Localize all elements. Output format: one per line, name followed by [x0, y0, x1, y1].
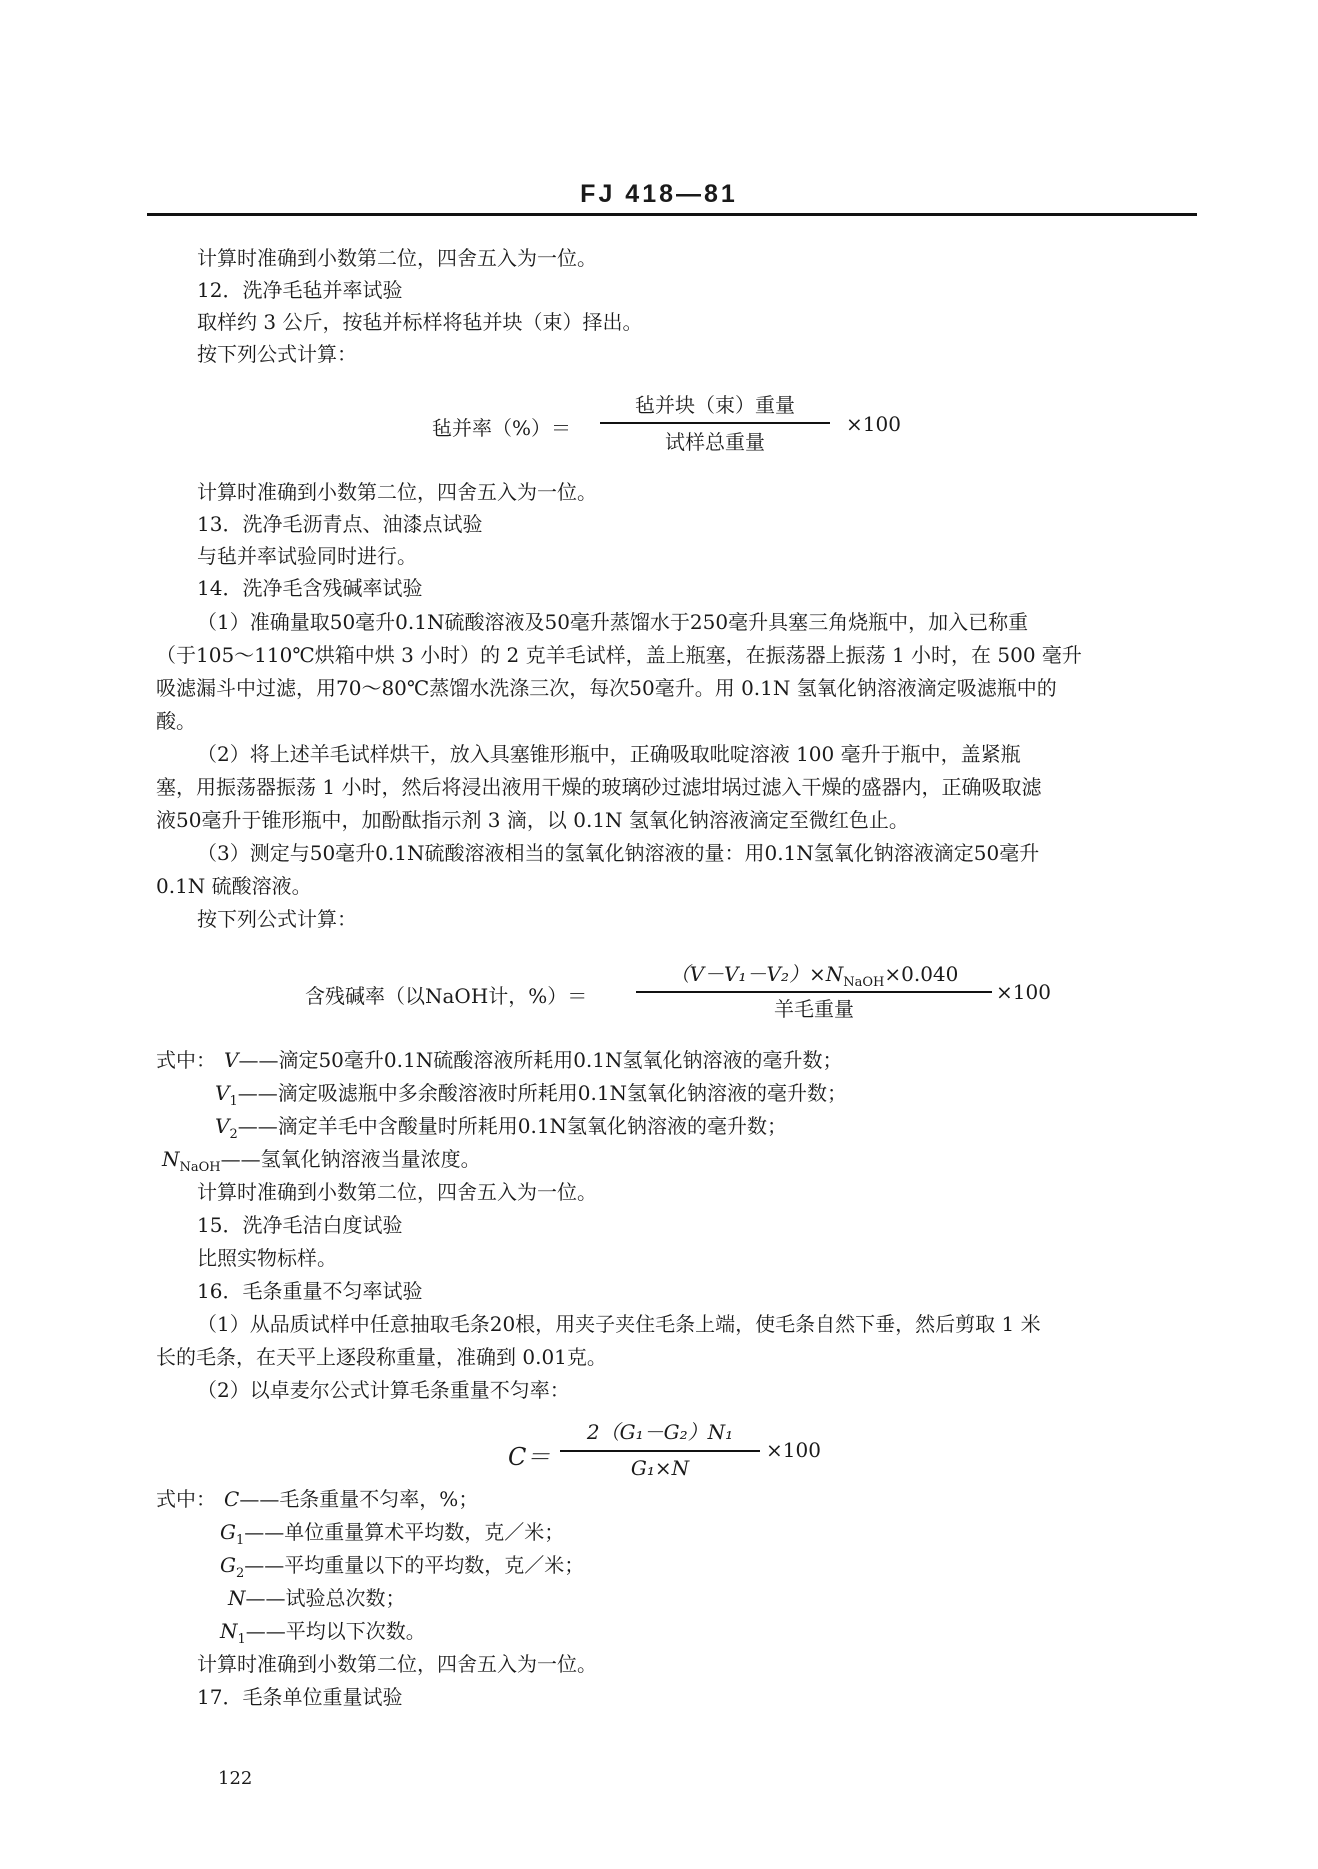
definition-text: ——毛条重量不匀率，%； — [239, 1487, 479, 1511]
symbol-subscript: 1 — [229, 1094, 238, 1109]
definition-text: ——滴定50毫升0.1N硫酸溶液所耗用0.1N氢氧化钠溶液的毫升数； — [238, 1048, 843, 1072]
definition-text: ——试验总次数； — [245, 1586, 406, 1610]
text-line: 计算时准确到小数第二位，四舍五入为一位。 — [197, 246, 597, 270]
text-line: 按下列公式计算： — [197, 342, 357, 366]
symbol-subscript: NaOH — [179, 1160, 221, 1175]
numerator-main: （V－V₁－V₂）×N — [669, 962, 844, 986]
symbol: C — [224, 1487, 240, 1511]
symbol: G — [220, 1520, 236, 1544]
symbol: V — [215, 1081, 230, 1105]
text-line: 吸滤漏斗中过滤，用70～80℃蒸馏水洗涤三次，每次50毫升。用 0.1N 氢氧化钠溶液滴定吸滤瓶中的 — [156, 676, 1057, 700]
definition-text: ——氢氧化钠溶液当量浓度。 — [220, 1147, 481, 1171]
section-heading-12: 12．洗净毛毡并率试验 — [197, 278, 403, 302]
text-line: （3）测定与50毫升0.1N硫酸溶液相当的氢氧化钠溶液的量：用0.1N氢氧化钠溶液滴定50毫升 — [197, 841, 1040, 865]
text-line: 塞，用振荡器振荡 1 小时，然后将浸出液用干燥的玻璃砂过滤坩埚过滤入干燥的盛器内，正确吸取滤 — [156, 775, 1042, 799]
symbol: V — [215, 1114, 230, 1138]
text-line: 计算时准确到小数第二位，四舍五入为一位。 — [197, 1652, 597, 1676]
text-line: 长的毛条，在天平上逐段称重量，准确到 0.01克。 — [156, 1345, 607, 1369]
definition-text: ——滴定吸滤瓶中多余酸溶液时所耗用0.1N氢氧化钠溶液的毫升数； — [237, 1081, 848, 1105]
definition-item — [228, 1584, 406, 1612]
definition-text: ——滴定羊毛中含酸量时所耗用0.1N氢氧化钠溶液的毫升数； — [237, 1114, 788, 1138]
text-line: 比照实物标样。 — [197, 1246, 337, 1270]
formula-factor: ×100 — [996, 980, 1051, 1004]
section-heading-13: 13．洗净毛沥青点、油漆点试验 — [197, 512, 483, 536]
symbol-subscript: 2 — [229, 1127, 238, 1142]
definition-item — [215, 1079, 847, 1116]
text-line: （1）准确量取50毫升0.1N硫酸溶液及50毫升蒸馏水于250毫升具塞三角烧瓶中，加入已称重 — [197, 610, 1029, 634]
definition-item — [224, 1485, 478, 1513]
symbol-subscript: 1 — [235, 1533, 245, 1548]
text-line: 0.1N 硫酸溶液。 — [156, 874, 312, 898]
symbol: N — [228, 1586, 246, 1610]
section-heading-17: 17．毛条单位重量试验 — [197, 1685, 403, 1709]
text-line: 取样约 3 公斤，按毡并标样将毡并块（束）择出。 — [197, 310, 643, 334]
formula-numerator: 2（G₁－G₂）N₁ — [586, 1420, 734, 1444]
definition-text: ——平均以下次数。 — [245, 1619, 426, 1643]
formula-factor: ×100 — [846, 412, 901, 436]
formula-lhs: C＝ — [508, 1443, 551, 1471]
text-line: 液50毫升于锥形瓶中，加酚酞指示剂 3 滴，以 0.1N 氢氧化钠溶液滴定至微红色止。 — [156, 808, 909, 832]
section-heading-16: 16．毛条重量不匀率试验 — [197, 1279, 423, 1303]
definition-item — [215, 1112, 787, 1149]
definition-text: ——单位重量算术平均数，克／米； — [244, 1520, 565, 1544]
where-prefix: 式中： — [156, 1048, 216, 1072]
definition-item — [220, 1551, 584, 1588]
formula-lhs: 含残碱率（以NaOH计，%）＝ — [305, 984, 588, 1008]
text-line: （2）以卓麦尔公式计算毛条重量不匀率： — [197, 1378, 570, 1402]
formula-denominator: 试样总重量 — [665, 430, 765, 454]
text-line: 与毡并率试验同时进行。 — [197, 544, 417, 568]
definition-text: ——平均重量以下的平均数，克／米； — [244, 1553, 585, 1577]
symbol: V — [224, 1048, 239, 1072]
section-heading-14: 14．洗净毛含残碱率试验 — [197, 576, 423, 600]
formula-denominator: 羊毛重量 — [774, 997, 854, 1021]
text-line: （2）将上述羊毛试样烘干，放入具塞锥形瓶中，正确吸取吡啶溶液 100 毫升于瓶中，盖紧瓶 — [197, 742, 1021, 766]
where-prefix: 式中： — [156, 1487, 216, 1511]
text-line: 计算时准确到小数第二位，四舍五入为一位。 — [197, 1180, 597, 1204]
definition-item — [220, 1518, 564, 1555]
standard-code-header: FJ 418—81 — [580, 180, 738, 208]
symbol-subscript: 1 — [237, 1632, 246, 1647]
fraction-bar — [600, 422, 830, 424]
text-line: 酸。 — [156, 709, 196, 733]
fraction-bar — [560, 1450, 760, 1452]
formula-denominator: G₁×N — [630, 1456, 690, 1480]
symbol: N — [162, 1147, 180, 1171]
page-number: 122 — [218, 1768, 253, 1789]
header-rule — [147, 213, 1197, 216]
symbol: G — [220, 1553, 236, 1577]
text-line: 按下列公式计算： — [197, 907, 357, 931]
numerator-tail: ×0.040 — [884, 962, 959, 986]
text-line: （于105～110℃烘箱中烘 3 小时）的 2 克羊毛试样，盖上瓶塞，在振荡器上振荡 1 小时，在 500 毫升 — [156, 643, 1082, 667]
definition-item — [224, 1046, 843, 1074]
definition-item — [162, 1145, 481, 1182]
numerator-subscript: NaOH — [843, 975, 885, 990]
formula-factor: ×100 — [766, 1438, 821, 1462]
text-line: 计算时准确到小数第二位，四舍五入为一位。 — [197, 480, 597, 504]
section-heading-15: 15．洗净毛洁白度试验 — [197, 1213, 403, 1237]
symbol-subscript: 2 — [235, 1566, 245, 1581]
formula-numerator: 毡并块（束）重量 — [635, 393, 795, 417]
text-line: （1）从品质试样中任意抽取毛条20根，用夹子夹住毛条上端，使毛条自然下垂，然后剪取 1 米 — [197, 1312, 1041, 1336]
formula-lhs: 毡并率（%）＝ — [432, 416, 572, 440]
fraction-bar — [636, 991, 992, 993]
definition-item — [220, 1617, 426, 1654]
symbol: N — [220, 1619, 238, 1643]
